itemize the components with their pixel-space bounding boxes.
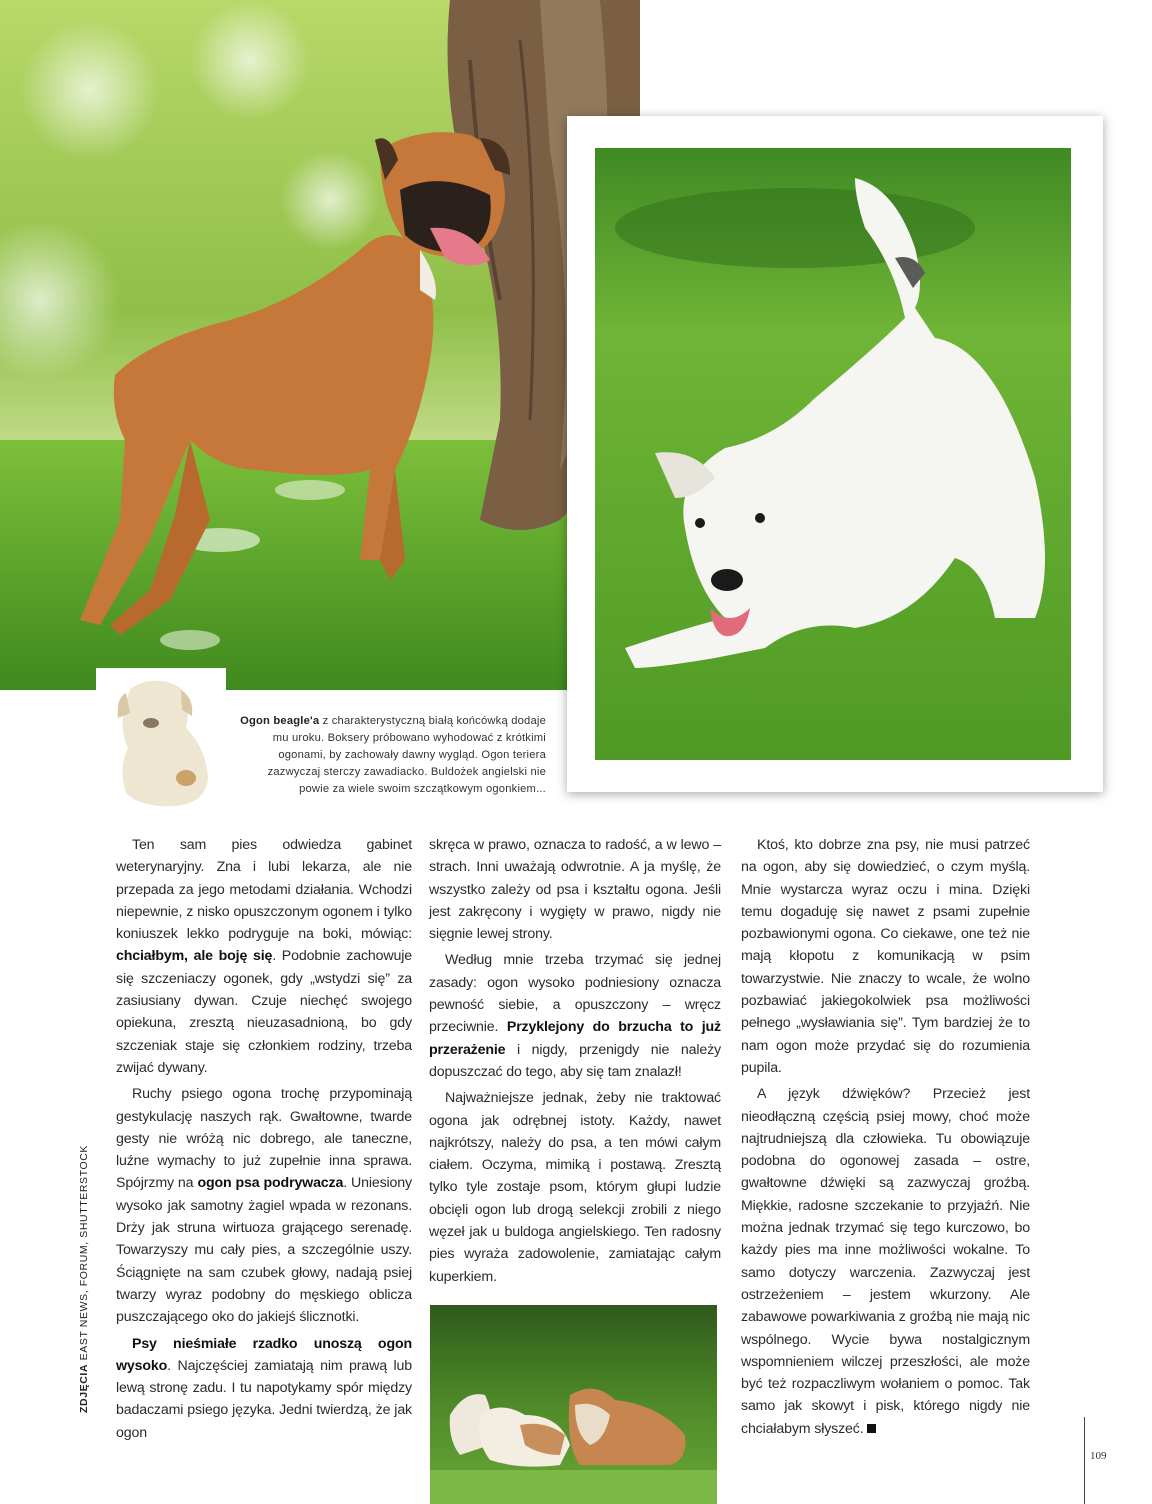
highlight-phrase: Psy nieśmiałe rzadko unoszą ogon wysoko (116, 1335, 412, 1374)
col1-paragraph-2: Ruchy psiego ogona trochę przypominają gestykulację naszych rąk. Gwałtowne, twarde gesty nie wróżą nic dobrego, ale taneczne, luźne wymachy to już zupełnie inna sprawa. Spójrzmy na ogon psa podrywacza. Uniesiony wysoko jak samotny żagiel wpada w rezonans. Drży jak struna wirtuoza grającego serenadę. Towarzyszy mu cały pies, a szczególnie uszy. Ściągnięte na sam czubek głowy, nadają psiej twarzy wyraz podobny do męskiego oblicza puszczającego oko do jakiejś ślicznotki. (116, 1086, 412, 1326)
col3-paragraph-2: A język dźwięków? Przecież jest nieodłączną częścią psiej mowy, choć może najtrudniejszą dla człowieka. Tu obowiązuje podobna do ogonowej zasada – ostre, gwałtowne dźwięki są zazwyczaj groźbą. Miękkie, radosne szczekanie to przyjaźń. Nie można jednak trzymać się tego kurczowo, bo każdy pies ma inne możliwości wokalne. To samo dotyczy warczenia. Zazwyczaj jest ostrzeżeniem – jestem wkurzony. Ale zabawowe powarkiwania z groźbą nie mają nic wspólnego. Wycie bywa nostalgicznym wspomnieniem wilczej przeszłości, ale może być też rozpaczliwym wołaniem o pomoc. Tak samo jak skowyt i pisk, którego nigdy nie chciałabym słyszeć. (741, 1086, 1030, 1437)
col1-paragraph-3: Psy nieśmiałe rzadko unoszą ogon wysoko. Najczęściej zamiatają nim prawą lub lewą stronę zadu. I tu napotykamy spór między badaczami psiego języka. Jedni twierdzą, że jak ogon (116, 1335, 412, 1441)
boxer-photo (0, 0, 640, 690)
highlight-phrase: ogon psa podrywacza (197, 1175, 344, 1192)
caption-text: z charakterystyczną białą końcówką dodaje mu uroku. Boksery próbowano wyhodować z krótkimi ogonami, by zachowały dawny wygląd. Ogon teriera zazwyczaj sterczy zawadiacko. Buldożek angielski nie powie za wiele swoim szczątkowym ogonkiem... (267, 715, 546, 795)
article-column-2 (429, 834, 721, 1288)
bulldog-puppy-photo (96, 668, 226, 808)
photo-credits (78, 1133, 90, 1413)
col2-paragraph-1: skręca w prawo, oznacza to radość, a w lewo – strach. Inni uważają odwrotnie. A ja myślę, że wszystko zależy od psa i kształtu ogona. Jeśli jest zakręcony i wygięty w prawo, nigdy nie sięgnie lewej strony. (429, 837, 721, 943)
article-column-3 (741, 834, 1030, 1440)
col2-paragraph-2: Według mnie trzeba trzymać się jednej zasady: ogon wysoko podniesiony oznacza pewność siebie, a opuszczony – wręcz przeciwnie. Przyklejony do brzucha to już przerażenie i nigdy, przenigdy nie należy dopuszczać do tego, aby się tam znalazł! (429, 952, 722, 1080)
credits-label: ZDJĘCIA (78, 1363, 90, 1413)
col3-paragraph-1: Ktoś, kto dobrze zna psy, nie musi patrzeć na ogon, aby się dowiedzieć, o czym myślą. Mnie wystarcza wyraz oczu i mina. Dzięki temu dogaduję się nawet z psami zupełnie pozbawionymi ogona. Co ciekawe, one też nie mają kłopotu z komunikacją w psim towarzystwie. Nie znaczy to wcale, że wolno pozbawiać jakiegokolwiek psa możliwości pełnego „wysławiania się”. Tym bardziej że to nam ogon może przydać się do rozumienia pupila. (741, 837, 1030, 1076)
terrier-photo-frame (567, 116, 1103, 792)
credits-sources: EAST NEWS, FORUM, SHUTTERSTOCK (78, 1144, 90, 1364)
terrier-photo (595, 148, 1071, 760)
end-mark-icon (867, 1424, 876, 1433)
highlight-phrase: Przyklejony do brzucha to już przerażenie (429, 1019, 722, 1058)
col2-paragraph-3: Najważniejsze jednak, żeby nie traktować ogona jak odrębnej istoty. Każdy, nawet najkrótszy, należy do psa, a ten mówi całym ciałem. Oczyma, mimiką i postawą. Zresztą tylko tyle zostaje psom, którym głupi ludzie obcięli ogon lub drogą selekcji zrobili z niego węzeł jak u buldoga angielskiego. Ten radosny pies wyraża zadowolenie, zamiatając całym kuperkiem. (429, 1090, 721, 1285)
highlight-phrase: chciałbym, ale boję się (116, 948, 273, 965)
bulldog-puppies-photo (430, 1305, 717, 1504)
page-number-divider (1084, 1417, 1085, 1504)
photo-caption (236, 713, 546, 798)
caption-lead: Ogon beagle'a (240, 715, 320, 727)
article-column-1 (116, 834, 412, 1444)
col1-paragraph-1: Ten sam pies odwiedza gabinet weterynaryjny. Zna i lubi lekarza, ale nie przepada za jego metodami działania. Wchodzi niepewnie, z nisko opuszczonym ogonem i tylko koniuszek lekko podryguje na boki, mówiąc: chciałbym, ale boję się. Podobnie zachowuje się szczeniaczy ogonek, gdy „wstydzi się” za zasiusiany dywan. Czuje niechęć swojego opiekuna, zresztą nieuzasadnioną, bo gdy szczeniak staje się członkiem rodziny, trzeba zwijać dywany. (116, 837, 412, 1076)
page-number: 109 (1090, 1450, 1107, 1462)
